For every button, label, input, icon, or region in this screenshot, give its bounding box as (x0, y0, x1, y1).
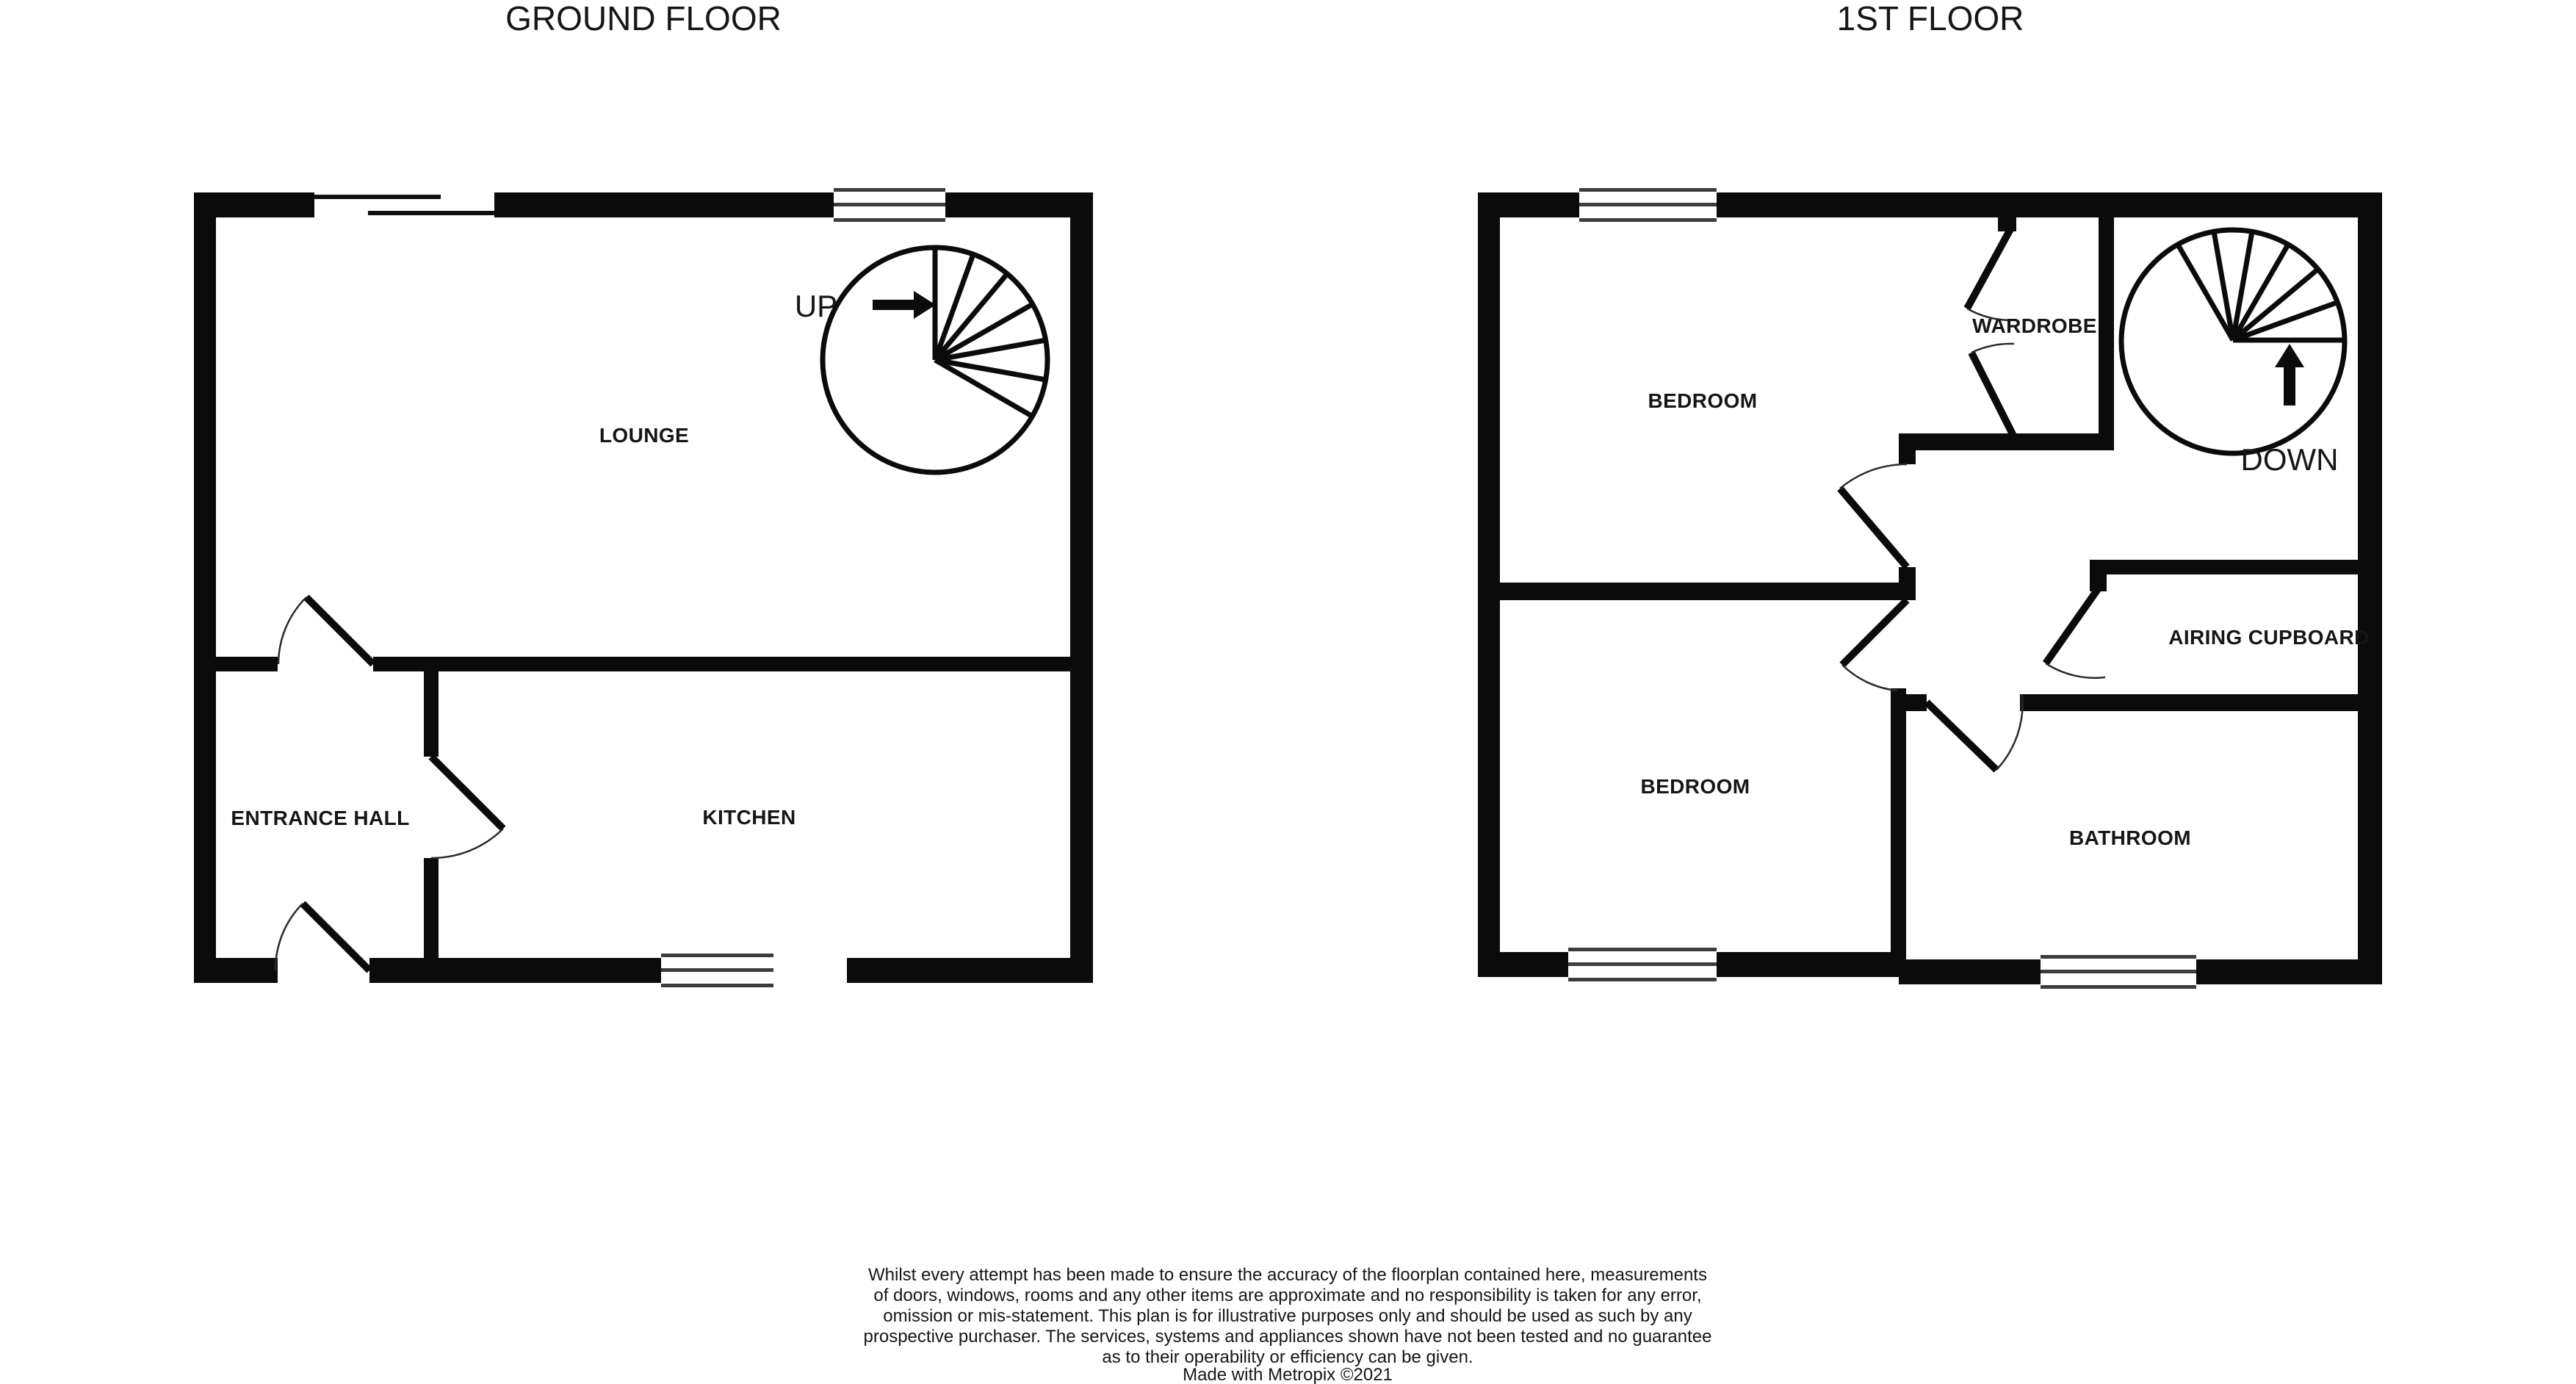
wall (1500, 583, 1899, 600)
disclaimer-line: of doors, windows, rooms and any other items are approximate and no responsibility is taken for any error, (873, 1286, 1702, 1305)
window-line (1579, 203, 1717, 206)
room-label-lounge: LOUNGE (599, 424, 690, 447)
window-line (2041, 985, 2196, 989)
wall (194, 192, 216, 983)
up-arrow-icon (873, 291, 936, 319)
spiral-staircase (795, 248, 1047, 472)
window-line (1579, 188, 1717, 192)
wall (1478, 192, 1500, 977)
window (834, 188, 945, 222)
door-arc (275, 904, 303, 970)
wall (494, 192, 834, 217)
wall (1070, 192, 1093, 983)
door-arc (278, 597, 306, 664)
door-leaf (1927, 702, 1996, 770)
door-leaf (1971, 353, 2014, 437)
room-label-entrance-hall: ENTRANCE HALL (231, 807, 410, 829)
room-label-airing-cupboard: AIRING CUPBOARD (2168, 626, 2370, 649)
door-leaf (1842, 600, 1907, 665)
disclaimer-line: Whilst every attempt has been made to ensure the accuracy of the floorplan contained here, measurements (868, 1265, 1707, 1285)
window-line (661, 984, 773, 987)
window (2041, 955, 2196, 989)
door-leaf (306, 597, 373, 664)
wall (2099, 217, 2114, 450)
spiral-staircase (2121, 230, 2345, 477)
window (1568, 948, 1717, 981)
wall (1899, 433, 2114, 450)
window-line (2041, 970, 2196, 973)
window-line (661, 968, 773, 972)
wall (194, 958, 278, 983)
window-line (1568, 948, 1717, 951)
wall (1478, 952, 1568, 977)
wall (373, 657, 1070, 671)
ground-floor-plan (194, 0, 1093, 987)
wall (216, 657, 278, 671)
door-arc (1842, 665, 1897, 691)
window-line (1568, 962, 1717, 966)
window-line (834, 188, 945, 192)
wall (2102, 560, 2358, 574)
window-line (834, 218, 945, 222)
room-label-bedroom-2: BEDROOM (1640, 775, 1750, 798)
door-airing-cupboard (2046, 589, 2105, 678)
door-leaf (431, 757, 503, 829)
door-jamb (1906, 694, 1927, 711)
window-line (1568, 978, 1717, 981)
wall (1899, 959, 2041, 984)
door-arc (431, 829, 503, 858)
door-jamb (2090, 560, 2107, 591)
window (661, 954, 773, 987)
door-arc (1971, 344, 2014, 353)
door-arc (2046, 663, 2105, 678)
window-line (2041, 955, 2196, 959)
room-label-kitchen: KITCHEN (702, 806, 796, 829)
window-line (1579, 218, 1717, 222)
door-bathroom (1927, 694, 2023, 770)
wall (1717, 952, 1899, 977)
window-line (661, 954, 773, 957)
door-bedroom-1 (1840, 464, 1907, 567)
wall-opening-line (368, 211, 494, 215)
disclaimer-line: prospective purchaser. The services, systems and appliances shown have not been tested and no guarantee (863, 1327, 1712, 1347)
disclaimer-credit: Made with Metropix ©2021 (1183, 1365, 1393, 1384)
door-leaf (2046, 589, 2098, 663)
door-leaf (1967, 229, 2010, 309)
room-label-wardrobe: WARDROBE (1972, 314, 2097, 337)
wall (2358, 192, 2382, 984)
wall (424, 671, 439, 757)
wall (369, 958, 661, 983)
room-label-bedroom-1: BEDROOM (1648, 389, 1758, 412)
disclaimer (864, 1265, 1712, 1384)
wall (424, 858, 439, 958)
door-jamb (1899, 433, 1916, 464)
down-arrow-icon (2275, 344, 2304, 406)
window (1579, 188, 1717, 222)
wall (2020, 694, 2358, 711)
disclaimer-line: omission or mis-statement. This plan is for illustrative purposes only and should be used as such by any (883, 1306, 1692, 1326)
wall-opening-line (314, 195, 441, 199)
door-lounge (278, 597, 373, 664)
window-line (834, 203, 945, 206)
door-leaf (1840, 489, 1907, 567)
wall (1717, 192, 2382, 217)
door-arc (1840, 464, 1907, 489)
first-floor-plan (1478, 0, 2382, 989)
floor-title-ground: GROUND FLOOR (505, 0, 782, 37)
door-leaf (303, 904, 369, 970)
wall (1891, 688, 1906, 977)
wall (847, 958, 1093, 983)
floor-title-first: 1ST FLOOR (1836, 0, 2024, 37)
room-label-bathroom: BATHROOM (2069, 826, 2191, 849)
stair-direction-label: UP (794, 289, 838, 323)
wall (2196, 959, 2382, 984)
stair-direction-label: DOWN (2240, 442, 2339, 477)
door-kitchen (431, 757, 503, 858)
front-door (275, 904, 369, 970)
door-bedroom-2 (1842, 600, 1907, 691)
door-jamb (1899, 567, 1916, 600)
disclaimer-line: as to their operability or efficiency can be given. (1102, 1347, 1473, 1367)
door-arc (1996, 694, 2023, 770)
